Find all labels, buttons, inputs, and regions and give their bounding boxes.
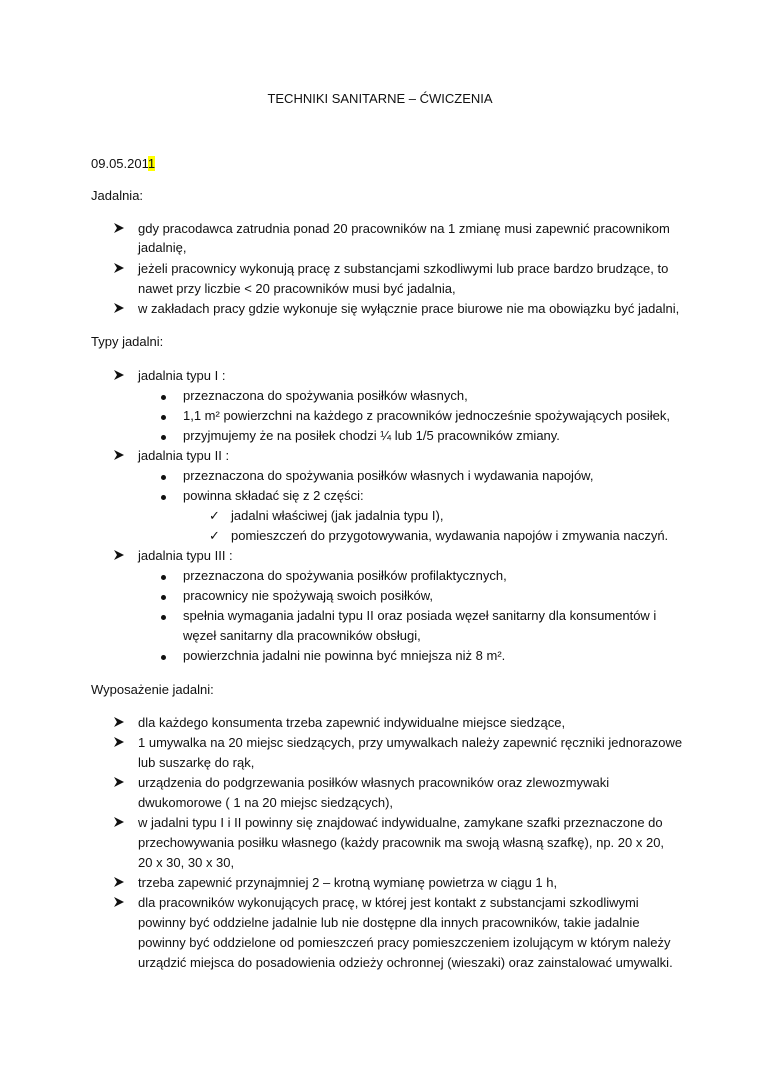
- list-item: dla pracowników wykonujących pracę, w której jest kontakt z substancjami szkodliwymi: [138, 895, 639, 910]
- list-item-cont: urządzić miejsca do posadowienia odzieży ochronnej (wieszaki) oraz zainstalować umywalki.: [138, 955, 673, 970]
- check-item: pomieszczeń do przygotowywania, wydawania napojów i zmywania naczyń.: [231, 528, 669, 543]
- list-item: gdy pracodawca zatrudnia ponad 20 pracowników na 1 zmianę musi zapewnić pracownikom: [138, 221, 670, 236]
- bullet-dot-icon: [161, 435, 166, 440]
- list-item: dla każdego konsumenta trzeba zapewnić indywidualne miejsce siedzące,: [138, 715, 566, 730]
- arrow-bullet-icon: [113, 449, 125, 461]
- list-item: w zakładach pracy gdzie wykonuje się wyłącznie prace biurowe nie ma obowiązku być jadalni,: [138, 301, 680, 316]
- bullet-dot-icon: [161, 415, 166, 420]
- page-title: TECHNIKI SANITARNE – ĆWICZENIA: [267, 91, 493, 106]
- list-item-cont: powinny być oddzielne jadalnie lub nie dostępne dla innych pracowników, takie jadalnie: [138, 915, 640, 930]
- date-text: 09.05.201: [91, 156, 148, 171]
- arrow-bullet-icon: [113, 736, 125, 748]
- bullet-item: przeznaczona do spożywania posiłków własnych,: [183, 388, 468, 403]
- arrow-bullet-icon: [113, 716, 125, 728]
- check-item: jadalni właściwej (jak jadalnia typu I),: [231, 508, 444, 523]
- type-label: jadalnia typu I :: [138, 368, 226, 383]
- checkmark-icon: ✓: [209, 508, 220, 523]
- list-item: urządzenia do podgrzewania posiłków własnych pracowników oraz zlewozmywaki: [138, 775, 610, 790]
- bullet-dot-icon: [161, 475, 166, 480]
- list-item: jeżeli pracownicy wykonują pracę z substancjami szkodliwymi lub prace bardzo brudzące, to: [138, 261, 669, 276]
- list-item-cont: powinny być oddzielone od pomieszczeń pracy pomieszczeniem izolującym w którym należy: [138, 935, 671, 950]
- bullet-item-cont: węzeł sanitarny dla pracowników obsługi,: [183, 628, 421, 643]
- list-item-cont: nawet przy liczbie < 20 pracowników musi być jadalnia,: [138, 281, 456, 296]
- date: [91, 156, 155, 172]
- bullet-dot-icon: [161, 655, 166, 660]
- bullet-dot-icon: [161, 495, 166, 500]
- bullet-item: pracownicy nie spożywają swoich posiłków,: [183, 588, 434, 603]
- section-heading-jadalnia: Jadalnia:: [91, 188, 144, 203]
- arrow-bullet-icon: [113, 896, 125, 908]
- list-item-cont: przechowywania posiłku własnego (każdy pracownik ma swoją własną szafkę), np. 20 x 20,: [138, 835, 665, 850]
- bullet-item: 1,1 m² powierzchni na każdego z pracowników jednocześnie spożywających posiłek,: [183, 408, 671, 423]
- list-item-cont: dwukomorowe ( 1 na 20 miejsc siedzących),: [138, 795, 394, 810]
- list-item-cont: lub suszarkę do rąk,: [138, 755, 255, 770]
- section-heading-wyposazenie: Wyposażenie jadalni:: [91, 682, 214, 697]
- bullet-dot-icon: [161, 595, 166, 600]
- arrow-bullet-icon: [113, 369, 125, 381]
- arrow-bullet-icon: [113, 876, 125, 888]
- bullet-item: przeznaczona do spożywania posiłków własnych i wydawania napojów,: [183, 468, 594, 483]
- list-item: trzeba zapewnić przynajmniej 2 – krotną wymianę powietrza w ciągu 1 h,: [138, 875, 558, 890]
- bullet-item: powinna składać się z 2 części:: [183, 488, 364, 503]
- arrow-bullet-icon: [113, 549, 125, 561]
- checkmark-icon: ✓: [209, 528, 220, 543]
- date-highlight: 1: [147, 156, 156, 171]
- list-item-cont: 20 x 30, 30 x 30,: [138, 855, 235, 870]
- type-label: jadalnia typu III :: [138, 548, 233, 563]
- bullet-item: powierzchnia jadalni nie powinna być mniejsza niż 8 m².: [183, 648, 506, 663]
- list-item: w jadalni typu I i II powinny się znajdować indywidualne, zamykane szafki przeznaczone do: [138, 815, 663, 830]
- type-label: jadalnia typu II :: [138, 448, 230, 463]
- arrow-bullet-icon: [113, 776, 125, 788]
- section-heading-typy: Typy jadalni:: [91, 334, 164, 349]
- arrow-bullet-icon: [113, 222, 125, 234]
- list-item: 1 umywalka na 20 miejsc siedzących, przy umywalkach należy zapewnić ręczniki jednorazowe: [138, 735, 683, 750]
- list-item-cont: jadalnię,: [138, 240, 187, 255]
- bullet-dot-icon: [161, 395, 166, 400]
- arrow-bullet-icon: [113, 816, 125, 828]
- bullet-dot-icon: [161, 575, 166, 580]
- bullet-item: przeznaczona do spożywania posiłków profilaktycznych,: [183, 568, 507, 583]
- bullet-item: przyjmujemy że na posiłek chodzi ¼ lub 1/5 pracowników zmiany.: [183, 428, 560, 443]
- arrow-bullet-icon: [113, 262, 125, 274]
- arrow-bullet-icon: [113, 302, 125, 314]
- bullet-dot-icon: [161, 615, 166, 620]
- bullet-item: spełnia wymagania jadalni typu II oraz posiada węzeł sanitarny dla konsumentów i: [183, 608, 657, 623]
